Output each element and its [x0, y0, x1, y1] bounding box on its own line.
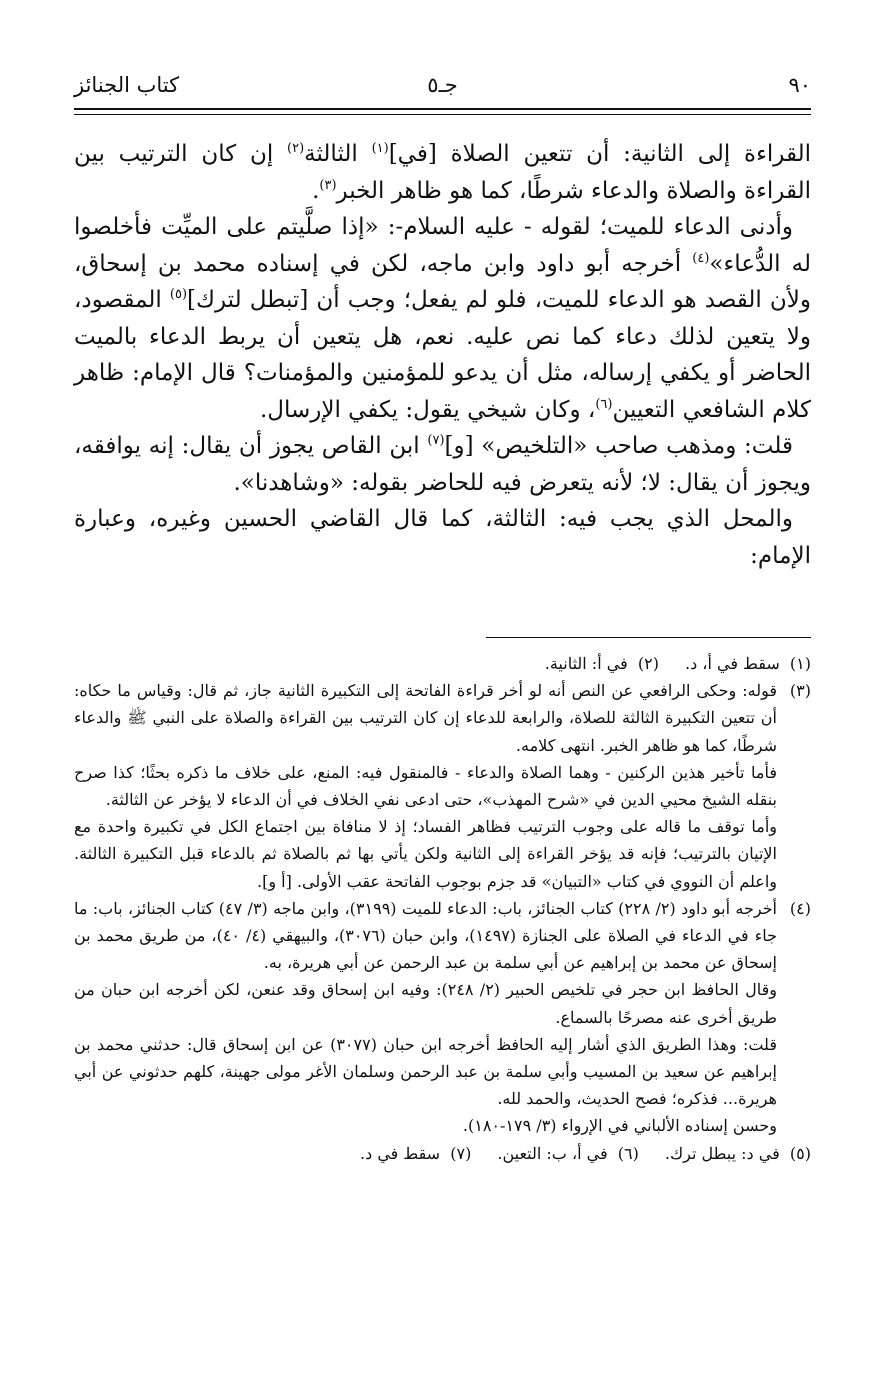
text-run: القراءة إلى الثانية: أن تتعين الصلاة [في] [388, 141, 812, 167]
footnote-text: في أ: الثانية. [544, 654, 628, 673]
footnote-number: (٧) [450, 1143, 472, 1163]
paragraph-3 [74, 428, 811, 501]
text-run: المقصود، ولا يتعين لذلك دعاء كما نص عليه. نعم، هل يتعين أن يربط الدعاء بالميت الحاضر أو يكفي إرساله، مثل أن يدعو للمؤمنين والمؤمنات؟ قال الإمام: ظاهر كلام الشافعي التعيين [74, 287, 811, 423]
paragraph-4: والمحل الذي يجب فيه: الثالثة، كما قال القاضي الحسين وغيره، وعبارة الإمام: [74, 506, 811, 569]
footnote-text: سقط في د. [360, 1143, 441, 1163]
footnote-ref-2: (٢) [287, 141, 305, 156]
footnote-number: (١) [789, 654, 811, 673]
footnote-body [74, 677, 777, 895]
page-number: ٩٠ [788, 73, 811, 97]
text-run: قلت: ومذهب صاحب «التلخيص» [و] [444, 433, 793, 459]
footnote-6 [497, 1140, 639, 1167]
main-text [74, 136, 811, 574]
text-run: إن كان الترتيب بين القراءة والصلاة والدعاء شرطًا، كما هو ظاهر الخبر [74, 141, 811, 204]
footnote-row [74, 1140, 811, 1167]
header-rule [74, 108, 811, 110]
footnote-number: (٢) [637, 654, 659, 673]
footnote-number: (٤) [789, 898, 811, 918]
text-run: وأدنى الدعاء للميت؛ لقوله - عليه السلام-: «إذا صلَّيتم على الميِّت فأخلصوا له الدُّعاء» [74, 214, 811, 277]
footnote-paragraph: وقال الحافظ ابن حجر في تلخيص الحبير (٢/ ٢٤٨): وفيه ابن إسحاق وقد عنعن، لكن أخرجه ابن حبان من طريق أخرى عنه مصرحًا بالسماع. [74, 980, 778, 1027]
footnote-7 [360, 1140, 471, 1167]
footnote-number: (٥) [789, 1143, 811, 1163]
footnote-paragraph: وأما توقف ما قاله على وجوب الترتيب فظاهر الفساد؛ إذ لا منافاة بين اجتماع الكل في تكبيرة واحدة مع الإتيان بالترتيب؛ فإنه قد يؤخر القراءة إلى الثانية ولكن يأتي بها ثم بالصلاة ثم بالدعاء قبل التكبيرة الثالثة. واعلم أن النووي في كتاب «التبيان» قد جزم بوجوب الفاتحة عقب الأولى. [أ و]. [74, 817, 778, 891]
footnote-ref-4: (٤) [692, 250, 710, 266]
footnote-body [74, 895, 777, 1140]
footnote-ref-1: (١) [371, 141, 389, 156]
footnote-4 [74, 895, 811, 1140]
text-run: . [312, 177, 320, 204]
footnote-separator [486, 637, 811, 638]
footnote-ref-7: (٧) [427, 433, 445, 448]
text-run: أخرجه أبو داود وابن ماجه، لكن في إسناده محمد بن إسحاق، ولأن القصد هو الدعاء للميت، فلو لم يفعل؛ وجب أن [تبطل لترك] [74, 250, 811, 313]
running-header [74, 70, 811, 100]
footnote-number: (٣) [789, 681, 811, 701]
footnote-text: سقط في أ، د. [684, 654, 780, 673]
footnote-ref-5: (٥) [169, 287, 188, 302]
footnote-2 [545, 650, 659, 677]
chapter-title: كتاب الجنائز [74, 73, 180, 97]
footnote-paragraph: فأما تأخير هذين الركنين - وهما الصلاة والدعاء - فالمنقول فيه: المنع، على خلاف ما ذكره بحثًا؛ كذا صرح بنقله الشيخ محيي الدين في «شرح المهذب»، حتى ادعى نفي الخلاف في أن الدعاء لا يؤخر عن الثالثة. [74, 762, 777, 810]
footnote-paragraph: قلت: وهذا الطريق الذي أشار إليه الحافظ أخرجه ابن حبان (٣٠٧٧) عن ابن إسحاق قال: حدثني محمد بن إبراهيم عن سعيد بن المسيب وأبي سلمة بن عبد الرحمن وسلمان الأغر مولى جهينة، كلهم حدثوني عن أبي هريرة... فذكره؛ فصح الحديث، والحمد لله. [74, 1034, 778, 1109]
text-run: ابن القاص يجوز أن يقال: إنه يوافقه، ويجوز أن يقال: لا؛ لأنه يتعرض فيه للحاضر بقوله: «وشاهدنا». [74, 433, 811, 496]
volume-number: جـ٥ [427, 73, 458, 97]
text-run: الثالثة [304, 141, 372, 167]
footnote-1 [685, 650, 811, 677]
footnote-3 [74, 677, 811, 895]
footnote-text: في أ، ب: التعين. [497, 1143, 608, 1163]
footnote-paragraph: وحسن إسناده الألباني في الإرواء (٣/ ١٧٩-١٨٠). [462, 1116, 777, 1136]
footnote-number: (٦) [617, 1143, 639, 1163]
footnote-ref-3: (٣) [319, 177, 337, 193]
footnote-text: في د: يبطل ترك. [664, 1143, 780, 1163]
footnote-row [74, 650, 811, 677]
text-run: ، وكان شيخي يقول: يكفي الإرسال. [259, 396, 596, 423]
footnote-5 [665, 1140, 811, 1167]
footnotes [74, 650, 811, 1167]
footnote-paragraph: أخرجه أبو داود (٢/ ٢٢٨) كتاب الجنائز، باب: الدعاء للميت (٣١٩٩)، وابن ماجه (٣/ ٤٧) كتاب الجنائز، باب: ما جاء في الدعاء في الصلاة على الجنازة (١٤٩٧)، وابن حبان (٣٠٧٦)، والبيهقي (٤/ ٤٠)، من طريق محمد بن إسحاق عن محمد بن إبراهيم عن أبي سلمة بن عبد الرحمن عن أبي هريرة، به. [74, 898, 778, 973]
paragraph-2 [74, 209, 811, 428]
header-rule-thin [74, 114, 811, 115]
paragraph-1 [74, 136, 811, 209]
footnote-paragraph: قوله: وحكى الرافعي عن النص أنه لو أخر قراءة الفاتحة إلى التكبيرة الثانية جاز، ثم قال: وقياس ما حكاه: أن تتعين التكبيرة الثالثة للصلاة، والرابعة للدعاء إن كان الترتيب بين القراءة والصلاة على النبي ﷺ والدعاء شرطًا، كما هو ظاهر الخبر. انتهى كلامه. [74, 681, 777, 755]
footnote-ref-6: (٦) [595, 396, 613, 412]
